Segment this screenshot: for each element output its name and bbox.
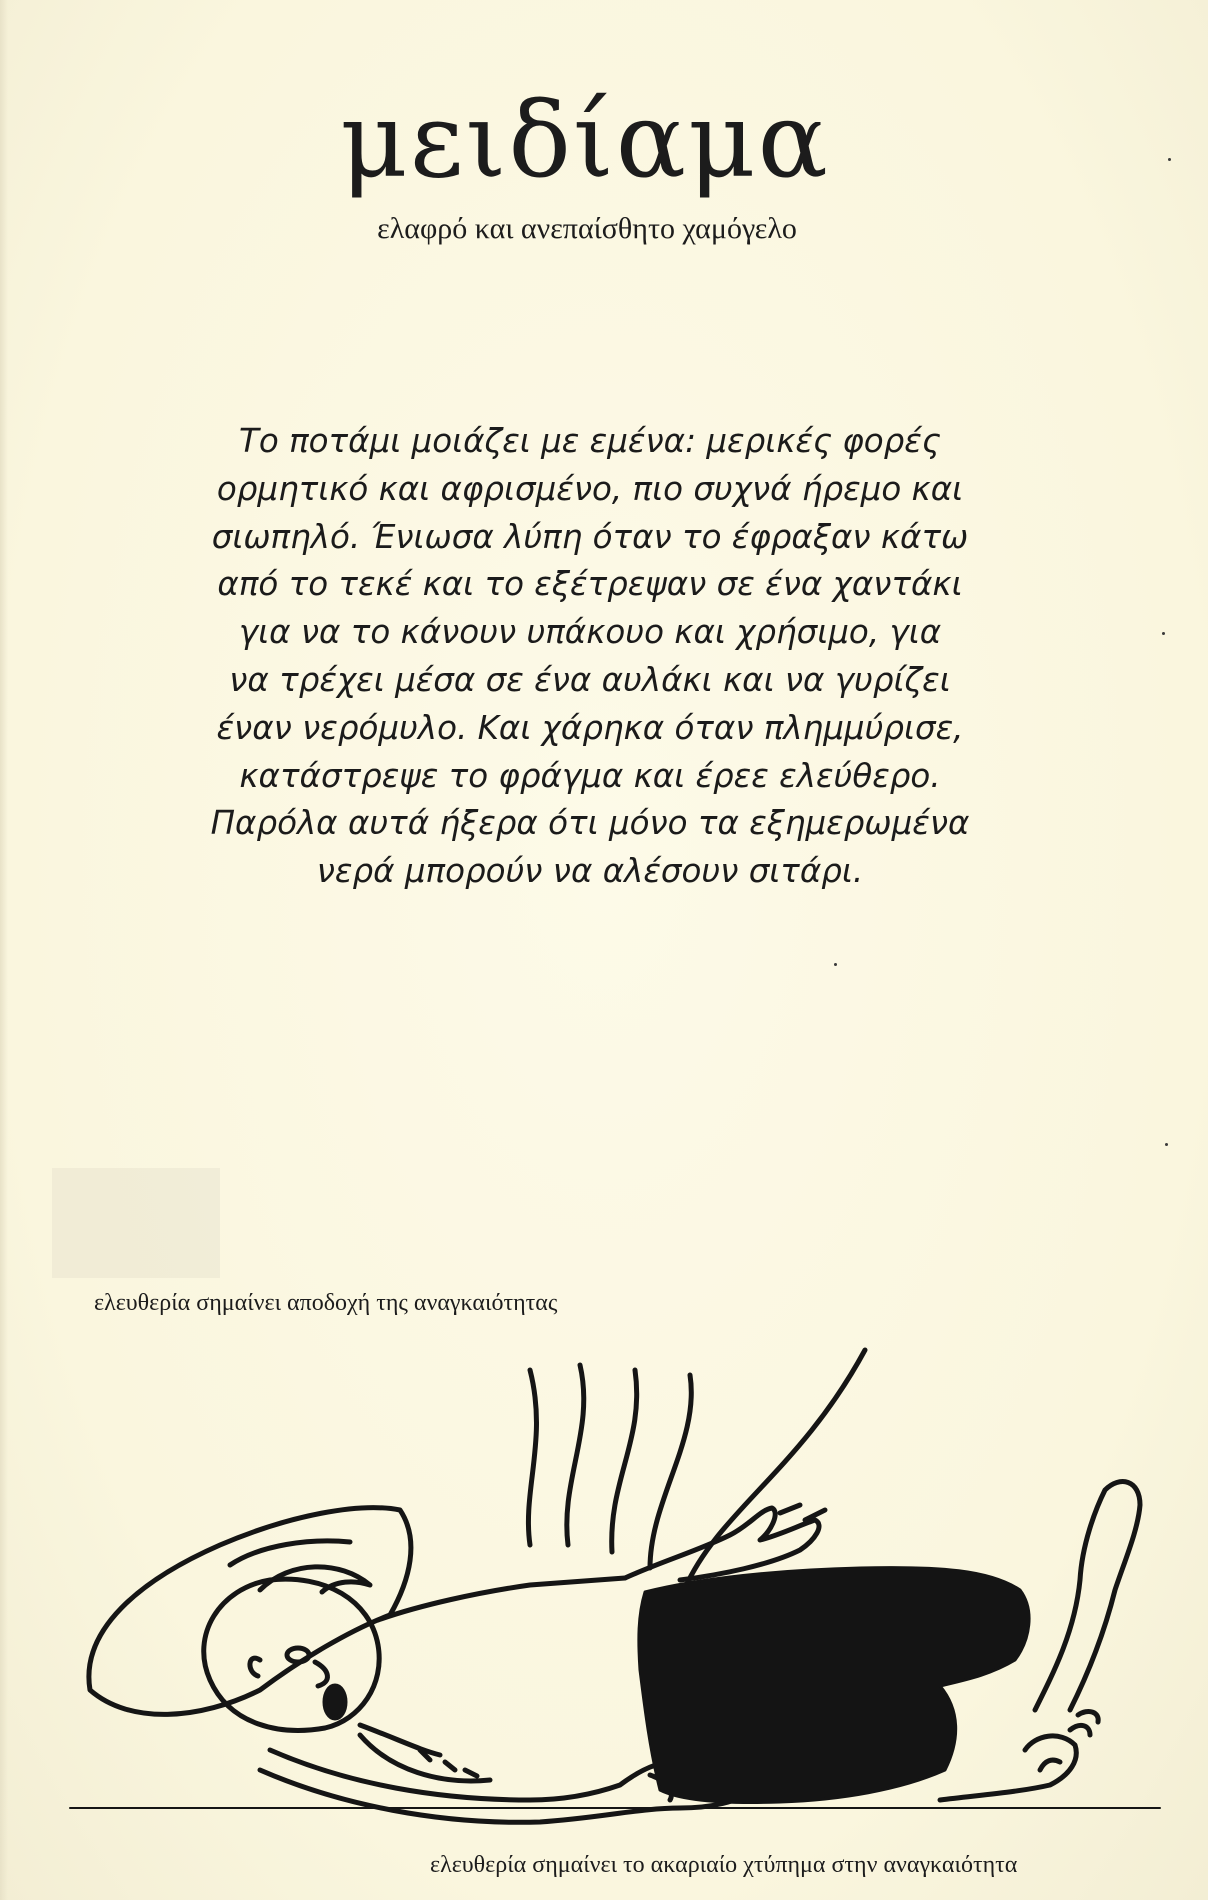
blanket <box>639 1568 1029 1803</box>
page-title: μειδίαμα <box>340 79 830 201</box>
text-line: από το τεκέ και το εξέτρεψαν σε ένα χαντάκι <box>217 565 963 604</box>
paper-stain <box>52 1168 220 1278</box>
text-line: έναν νερόμυλο. Και χάρηκα όταν πλημμύρισε, <box>216 708 964 747</box>
text-line: να τρέχει μέσα σε ένα αυλάκι και να γυρίζει <box>229 660 951 699</box>
foot <box>940 1736 1076 1800</box>
head <box>204 1579 379 1730</box>
rising-line <box>612 1370 637 1552</box>
text-line: για να το κάνουν υπάκουο και χρήσιμο, για <box>238 613 942 652</box>
paper-speck <box>1162 632 1165 635</box>
rising-line <box>685 1350 865 1588</box>
paper-speck <box>1165 1143 1168 1146</box>
page-subtitle: ελαφρό και ανεπαίσθητο χαμόγελο <box>377 212 797 245</box>
page-edge <box>0 0 8 1900</box>
torso <box>360 1725 440 1755</box>
paper-speck <box>1168 158 1171 161</box>
main-text-block <box>150 418 1030 896</box>
paper-speck <box>834 963 837 966</box>
rising-line <box>650 1375 691 1568</box>
text-line: νερά μπορούν να αλέσουν σιτάρι. <box>316 852 864 891</box>
raised-knee-leg <box>1035 1482 1140 1710</box>
text-line: Παρόλα αυτά ήξερα ότι μόνο τα εξημερωμένα <box>210 804 970 843</box>
rising-line <box>567 1365 584 1545</box>
rising-line <box>528 1370 536 1545</box>
text-line: σιωπηλό. Ένιωσα λύπη όταν το έφραξαν κάτω <box>211 517 969 556</box>
reclining-figure-drawing <box>60 1330 1170 1830</box>
text-line: Το ποτάμι μοιάζει με εμένα: μερικές φορές <box>239 422 941 460</box>
text-line: ορμητικό και αφρισμένο, πιο συχνά ήρεμο και <box>216 469 964 508</box>
text-line: κατάστρεψε το φράγμα και έρεε ελεύθερο. <box>239 756 941 795</box>
caption-bottom: ελευθερία σημαίνει το ακαριαίο χτύπημα στην αναγκαιότητα <box>430 1852 1018 1878</box>
caption-top: ελευθερία σημαίνει αποδοχή της αναγκαιότητας <box>94 1290 558 1316</box>
